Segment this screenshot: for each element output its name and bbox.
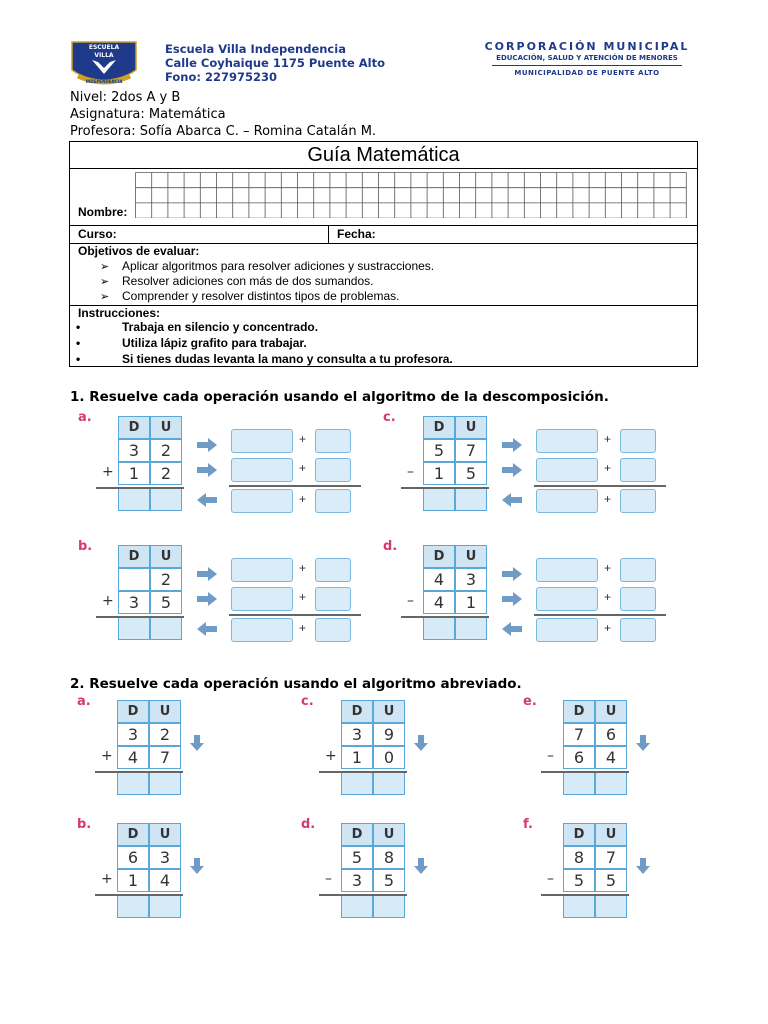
left-arrow-icon xyxy=(196,621,218,637)
digit-cell: 9 xyxy=(373,723,405,746)
operation-sign: + xyxy=(325,748,337,764)
digit-cell: 4 xyxy=(423,591,455,614)
column-header: U xyxy=(150,545,182,568)
objetivos-title: Objetivos de evaluar: xyxy=(78,244,200,258)
problem-label: a. xyxy=(77,694,91,709)
problem-label: f. xyxy=(523,817,533,832)
decomposition-units-box[interactable] xyxy=(315,558,351,582)
column-header: U xyxy=(595,700,627,723)
digit-cell: 3 xyxy=(118,591,150,614)
down-arrow-icon xyxy=(635,857,651,875)
decomposition-tens-box[interactable] xyxy=(231,558,293,582)
digit-cell: 5 xyxy=(595,869,627,892)
instruccion-item: • Si tienes dudas levanta la mano y consulta a tu profesora. xyxy=(76,352,453,366)
column-header: U xyxy=(455,416,487,439)
right-arrow-icon xyxy=(196,462,218,478)
decomposition-units-box[interactable] xyxy=(620,458,656,482)
problem-label: b. xyxy=(78,539,93,554)
digit-cell: 4 xyxy=(595,746,627,769)
column-header: D xyxy=(117,700,149,723)
column-header: D xyxy=(117,823,149,846)
corp-municipality: MUNICIPALIDAD DE PUENTE ALTO xyxy=(514,69,660,77)
column-header: D xyxy=(118,545,150,568)
digit-cell: 7 xyxy=(455,439,487,462)
decomposition-tens-box[interactable] xyxy=(536,618,598,642)
operation-sign: + xyxy=(101,748,113,764)
instruccion-item: • Trabaja en silencio y concentrado. xyxy=(76,320,319,334)
plus-sign: + xyxy=(299,561,307,575)
operation-sign: + xyxy=(102,593,114,609)
decomposition-units-box[interactable] xyxy=(620,618,656,642)
left-arrow-icon xyxy=(501,621,523,637)
school-phone: Fono: 227975230 xyxy=(165,70,277,84)
corp-title: CORPORACIÓN MUNICIPAL xyxy=(484,40,690,53)
column-header: U xyxy=(373,823,405,846)
sum-line xyxy=(401,487,489,489)
school-crest-logo xyxy=(70,40,138,90)
answer-cell[interactable] xyxy=(563,895,595,918)
decomposition-tens-box[interactable] xyxy=(231,429,293,453)
answer-cell[interactable] xyxy=(117,895,149,918)
decomposition-units-box[interactable] xyxy=(315,458,351,482)
guide-title: Guía Matemática xyxy=(70,142,697,169)
right-arrow-icon xyxy=(196,591,218,607)
answer-cell[interactable] xyxy=(149,895,181,918)
column-header: U xyxy=(595,823,627,846)
section1-title: 1. Resuelve cada operación usando el algoritmo de la descomposición. xyxy=(70,389,609,405)
decomposition-units-box[interactable] xyxy=(315,429,351,453)
answer-cell[interactable] xyxy=(595,895,627,918)
digit-cell: 5 xyxy=(563,869,595,892)
sum-line xyxy=(229,485,361,487)
digit-cell: 4 xyxy=(423,568,455,591)
column-header: D xyxy=(423,416,455,439)
plus-sign: + xyxy=(604,432,612,446)
decomposition-units-box[interactable] xyxy=(315,618,351,642)
sum-line xyxy=(319,894,407,896)
corp-subtitle: EDUCACIÓN, SALUD Y ATENCIÓN DE MENORES xyxy=(496,54,678,62)
plus-sign: + xyxy=(604,492,612,506)
column-header: D xyxy=(563,823,595,846)
digit-cell: 5 xyxy=(341,846,373,869)
digit-cell: 5 xyxy=(423,439,455,462)
operation-sign: – xyxy=(547,871,554,887)
corporation-logo xyxy=(484,40,690,77)
decomposition-tens-box[interactable] xyxy=(231,618,293,642)
student-form xyxy=(69,141,698,367)
problem-label: b. xyxy=(77,817,92,832)
sum-line xyxy=(229,614,361,616)
sum-line xyxy=(534,614,666,616)
answer-cell[interactable] xyxy=(563,772,595,795)
digit-cell: 6 xyxy=(563,746,595,769)
problem-label: c. xyxy=(301,694,314,709)
digit-cell: 3 xyxy=(149,846,181,869)
decomposition-tens-box[interactable] xyxy=(536,489,598,513)
answer-cell[interactable] xyxy=(149,772,181,795)
down-arrow-icon xyxy=(635,734,651,752)
column-header: D xyxy=(341,700,373,723)
answer-cell[interactable] xyxy=(117,772,149,795)
digit-cell: 6 xyxy=(117,846,149,869)
digit-cell: 2 xyxy=(150,568,182,591)
problem-label: a. xyxy=(78,410,92,425)
digit-cell: 3 xyxy=(341,869,373,892)
problem-label: e. xyxy=(523,694,537,709)
plus-sign: + xyxy=(299,590,307,604)
decomposition-units-box[interactable] xyxy=(315,489,351,513)
digit-cell: 0 xyxy=(373,746,405,769)
curso-field[interactable]: Curso: xyxy=(70,226,329,243)
answer-cell[interactable] xyxy=(118,488,150,511)
plus-sign: + xyxy=(299,461,307,475)
decomposition-tens-box[interactable] xyxy=(231,587,293,611)
plus-sign: + xyxy=(299,432,307,446)
operation-sign: – xyxy=(325,871,332,887)
column-header: D xyxy=(563,700,595,723)
sum-line xyxy=(96,487,184,489)
column-header: D xyxy=(341,823,373,846)
digit-cell: 5 xyxy=(455,462,487,485)
right-arrow-icon xyxy=(501,566,523,582)
digit-cell: 5 xyxy=(373,869,405,892)
decomposition-units-box[interactable] xyxy=(315,587,351,611)
plus-sign: + xyxy=(604,461,612,475)
answer-cell[interactable] xyxy=(423,488,455,511)
column-header: U xyxy=(150,416,182,439)
sum-line xyxy=(95,894,183,896)
answer-cell[interactable] xyxy=(455,488,487,511)
decomposition-tens-box[interactable] xyxy=(536,587,598,611)
digit-cell: 3 xyxy=(118,439,150,462)
decomposition-units-box[interactable] xyxy=(620,489,656,513)
course-meta xyxy=(70,89,376,140)
decomposition-tens-box[interactable] xyxy=(536,558,598,582)
problem-label: d. xyxy=(383,539,398,554)
operation-sign: + xyxy=(101,871,113,887)
answer-cell[interactable] xyxy=(373,772,405,795)
digit-cell: 1 xyxy=(455,591,487,614)
plus-sign: + xyxy=(604,590,612,604)
decomposition-tens-box[interactable] xyxy=(231,489,293,513)
fecha-field[interactable]: Fecha: xyxy=(337,227,376,241)
answer-cell[interactable] xyxy=(423,617,455,640)
section2-title: 2. Resuelve cada operación usando el algoritmo abreviado. xyxy=(70,676,522,692)
digit-cell: 6 xyxy=(595,723,627,746)
sum-line xyxy=(401,616,489,618)
right-arrow-icon xyxy=(501,462,523,478)
plus-sign: + xyxy=(299,621,307,635)
column-header: U xyxy=(149,823,181,846)
school-address: Calle Coyhaique 1175 Puente Alto xyxy=(165,56,385,70)
digit-cell: 4 xyxy=(117,746,149,769)
digit-cell: 2 xyxy=(150,462,182,485)
digit-cell: 2 xyxy=(149,723,181,746)
decomposition-tens-box[interactable] xyxy=(536,458,598,482)
sum-line xyxy=(534,485,666,487)
left-arrow-icon xyxy=(196,492,218,508)
answer-cell[interactable] xyxy=(118,617,150,640)
down-arrow-icon xyxy=(189,857,205,875)
answer-cell[interactable] xyxy=(373,895,405,918)
sum-line xyxy=(541,771,629,773)
digit-cell xyxy=(118,568,150,591)
school-name: Escuela Villa Independencia xyxy=(165,42,346,56)
operation-sign: – xyxy=(407,464,414,480)
down-arrow-icon xyxy=(413,857,429,875)
right-arrow-icon xyxy=(196,566,218,582)
column-header: D xyxy=(423,545,455,568)
objetivo-item: ➢ Comprender y resolver distintos tipos de problemas. xyxy=(100,289,400,303)
decomposition-tens-box[interactable] xyxy=(231,458,293,482)
instruccion-item: • Utiliza lápiz grafito para trabajar. xyxy=(76,336,307,350)
operation-sign: + xyxy=(102,464,114,480)
digit-cell: 1 xyxy=(118,462,150,485)
objetivos-row xyxy=(70,244,697,306)
digit-cell: 3 xyxy=(455,568,487,591)
school-info xyxy=(165,42,385,84)
plus-sign: + xyxy=(604,621,612,635)
decomposition-units-box[interactable] xyxy=(620,558,656,582)
sum-line xyxy=(541,894,629,896)
crest-text-top: ESCUELA xyxy=(88,44,120,51)
digit-cell: 7 xyxy=(563,723,595,746)
curso-fecha-row xyxy=(70,226,697,244)
digit-cell: 7 xyxy=(149,746,181,769)
crest-text-mid: VILLA xyxy=(94,52,114,59)
plus-sign: + xyxy=(299,492,307,506)
column-header: U xyxy=(149,700,181,723)
digit-cell: 1 xyxy=(117,869,149,892)
digit-cell: 1 xyxy=(423,462,455,485)
down-arrow-icon xyxy=(413,734,429,752)
name-writing-grid[interactable] xyxy=(135,172,687,218)
answer-cell[interactable] xyxy=(150,617,182,640)
digit-cell: 5 xyxy=(150,591,182,614)
digit-cell: 7 xyxy=(595,846,627,869)
right-arrow-icon xyxy=(196,437,218,453)
digit-cell: 1 xyxy=(341,746,373,769)
answer-cell[interactable] xyxy=(595,772,627,795)
profesora-text: Profesora: Sofía Abarca C. – Romina Catalán M. xyxy=(70,124,377,139)
nombre-row xyxy=(70,169,697,226)
objetivo-item: ➢ Aplicar algoritmos para resolver adiciones y sustracciones. xyxy=(100,259,435,273)
problem-label: d. xyxy=(301,817,316,832)
nivel-text: Nivel: 2dos A y B xyxy=(70,90,181,105)
left-arrow-icon xyxy=(501,492,523,508)
right-arrow-icon xyxy=(501,591,523,607)
operation-sign: – xyxy=(547,748,554,764)
digit-cell: 8 xyxy=(373,846,405,869)
decomposition-units-box[interactable] xyxy=(620,587,656,611)
instrucciones-row xyxy=(70,306,697,367)
decomposition-tens-box[interactable] xyxy=(536,429,598,453)
asignatura-text: Asignatura: Matemática xyxy=(70,107,226,122)
operation-sign: – xyxy=(407,593,414,609)
answer-cell[interactable] xyxy=(341,895,373,918)
instrucciones-title: Instrucciones: xyxy=(78,306,161,320)
crest-band-text: INDEPENDENCIA xyxy=(85,79,123,84)
digit-cell: 2 xyxy=(150,439,182,462)
column-header: U xyxy=(373,700,405,723)
nombre-label: Nombre: xyxy=(78,205,128,219)
answer-cell[interactable] xyxy=(150,488,182,511)
decomposition-units-box[interactable] xyxy=(620,429,656,453)
digit-cell: 8 xyxy=(563,846,595,869)
problem-label: c. xyxy=(383,410,396,425)
sum-line xyxy=(96,616,184,618)
column-header: D xyxy=(118,416,150,439)
down-arrow-icon xyxy=(189,734,205,752)
column-header: U xyxy=(455,545,487,568)
digit-cell: 3 xyxy=(117,723,149,746)
objetivo-item: ➢ Resolver adiciones con más de dos sumandos. xyxy=(100,274,374,288)
right-arrow-icon xyxy=(501,437,523,453)
digit-cell: 4 xyxy=(149,869,181,892)
sum-line xyxy=(95,771,183,773)
answer-cell[interactable] xyxy=(455,617,487,640)
sum-line xyxy=(319,771,407,773)
plus-sign: + xyxy=(604,561,612,575)
digit-cell: 3 xyxy=(341,723,373,746)
answer-cell[interactable] xyxy=(341,772,373,795)
